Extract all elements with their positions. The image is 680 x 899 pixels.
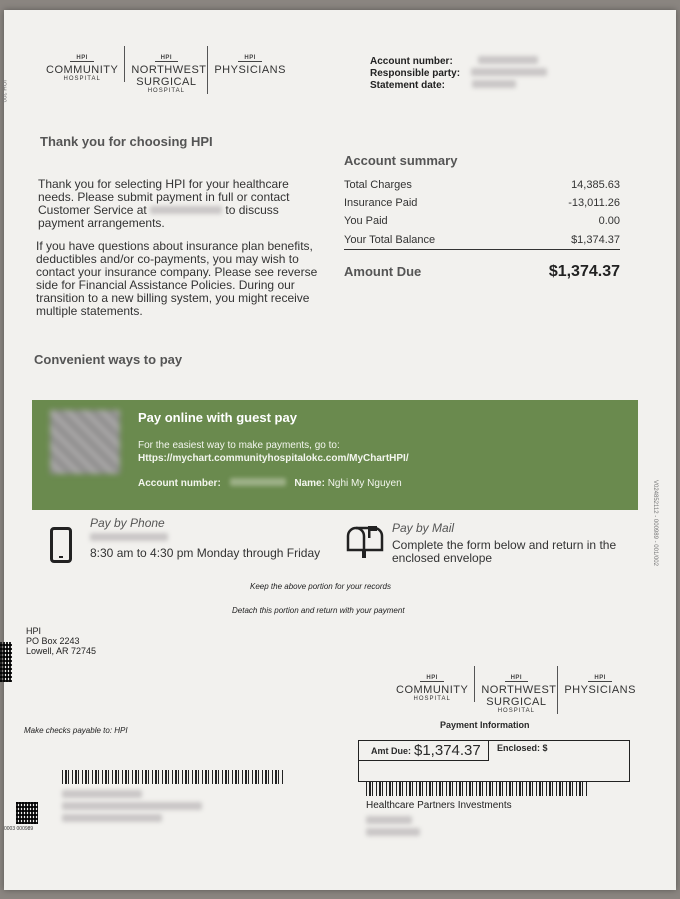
checks-payable-note: Make checks payable to: HPI [24, 726, 128, 735]
physicians-logo: HPI PHYSICIANS [564, 675, 636, 696]
qr-code-redacted [50, 410, 120, 474]
account-number-label: Account number: [370, 56, 453, 67]
detach-portion-note: Detach this portion and return with your payment [232, 606, 405, 615]
payment-information-box [358, 740, 630, 782]
account-header [370, 56, 547, 92]
pay-by-mail-title: Pay by Mail [392, 521, 455, 535]
summary-row: Insurance Paid -13,011.26 [344, 197, 620, 209]
phone-number-redacted [150, 206, 222, 214]
statement-date-redacted [472, 80, 516, 88]
pay-online-title: Pay online with guest pay [138, 410, 297, 425]
pay-online-account: Account number: Name: Nghi My Nguyen [138, 478, 402, 489]
northwest-surgical-logo: HPI NORTHWEST SURGICAL HOSPITAL [125, 46, 208, 94]
amount-due-row [344, 263, 620, 281]
responsible-party-redacted [471, 68, 547, 76]
remit-address: HPI PO Box 2243 Lowell, AR 72745 [26, 626, 97, 656]
account-number-redacted [230, 478, 286, 486]
hpi-logo-group-bottom [390, 666, 642, 714]
amount-due-value: $1,374.37 [548, 263, 620, 280]
qr-code-number: 0003 000989 [4, 826, 34, 832]
physicians-logo: HPI PHYSICIANS [214, 55, 286, 76]
keep-portion-note: Keep the above portion for your records [250, 582, 391, 591]
ways-to-pay-title: Convenient ways to pay [34, 352, 183, 367]
phone-hours: 8:30 am to 4:30 pm Monday through Friday [90, 546, 321, 560]
summary-row: Your Total Balance $1,374.37 [344, 234, 620, 250]
responsible-party-label: Responsible party: [370, 68, 461, 79]
pay-online-url[interactable]: Https://mychart.communityhospitalokc.com/MyChartHPI/ [138, 453, 409, 464]
thank-you-title: Thank you for choosing HPI [40, 134, 213, 149]
payment-information-label: Payment Information [440, 720, 530, 730]
payee-name: Healthcare Partners Investments [366, 800, 512, 811]
payee-address-redacted [366, 816, 420, 836]
thank-you-paragraph-1: Thank you for selecting HPI for your healthcare needs. Please submit payment in full or contact Customer Service at to discuss payment arrangements. [38, 177, 290, 230]
account-number-redacted [478, 56, 538, 64]
mobile-phone-icon [50, 527, 72, 563]
hpi-logo-group [40, 46, 292, 94]
community-hospital-logo: HPI COMMUNITY HOSPITAL [40, 46, 125, 82]
side-code-right: V024852112 - 000989 - 001/002 [652, 480, 658, 566]
qr-code [16, 802, 38, 824]
account-summary-title: Account summary [344, 153, 458, 168]
pay-online-instructions: For the easiest way to make payments, go to: [138, 440, 340, 451]
pay-online-panel [32, 400, 638, 510]
northwest-surgical-logo: HPI NORTHWEST SURGICAL HOSPITAL [475, 666, 558, 714]
enclosed-amount-field[interactable]: Enclosed: $ [497, 743, 548, 753]
amount-due-box: Amt Due: $1,374.37 [359, 741, 489, 761]
recipient-address-redacted [62, 790, 202, 822]
side-code-left: IOH 200 [0, 80, 6, 103]
statement-date-label: Statement date: [370, 80, 446, 91]
postal-barcode [62, 770, 284, 784]
mailbox-icon [342, 524, 384, 558]
amount-due-label: Amount Due [344, 264, 422, 279]
summary-row: You Paid 0.00 [344, 215, 620, 227]
pay-by-mail-text: Complete the form below and return in the enclosed envelope [392, 538, 617, 565]
thank-you-paragraph-2: If you have questions about insurance plan benefits, deductibles and/or co-payments, you may wish to contact your insurance company. Please see reverse side for Financial Assistance Policies. During our transition to a new billing system, you might receive multiple statements. [36, 239, 318, 318]
statement-page [0, 10, 676, 890]
phone-number-redacted [90, 533, 168, 541]
side-qr-code [0, 642, 12, 682]
summary-row: Total Charges 14,385.63 [344, 179, 620, 191]
community-hospital-logo: HPI COMMUNITY HOSPITAL [390, 666, 475, 702]
pay-by-phone-title: Pay by Phone [90, 516, 165, 530]
remit-barcode [366, 782, 588, 796]
